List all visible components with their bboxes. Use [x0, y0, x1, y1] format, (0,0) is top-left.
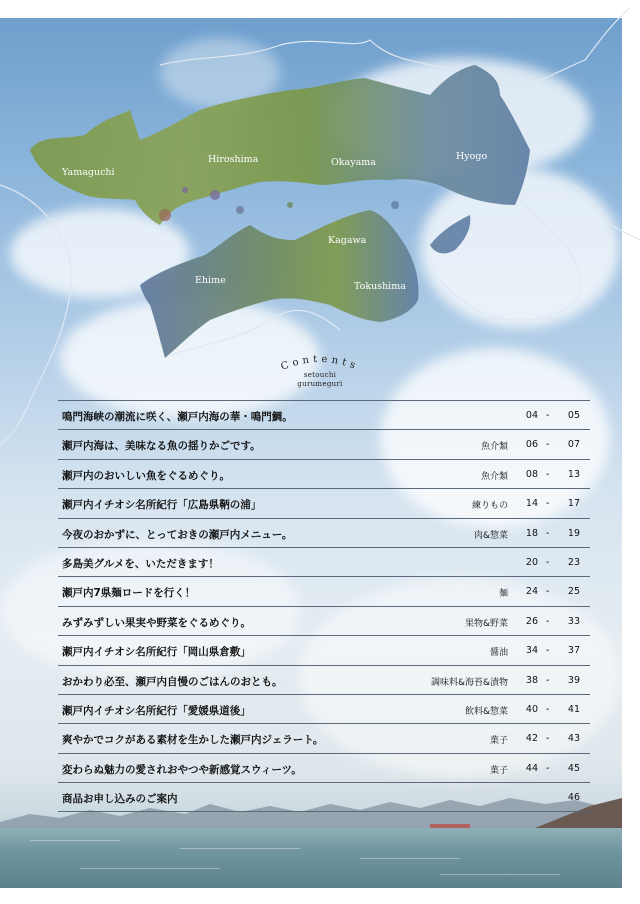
toc-category: 調味料&海苔&漬物: [430, 677, 508, 688]
toc-title: 爽やかでコクがある素材を生かした瀬戸内ジェラート。: [62, 734, 324, 747]
page-start: 40: [525, 703, 538, 715]
page-end: 46: [567, 792, 580, 804]
page-start: 04: [525, 410, 538, 421]
page-end: 23: [567, 556, 580, 568]
toc-title: 変わらぬ魅力の愛されおやつや新感覚スウィーツ。: [62, 763, 302, 776]
page-dash: -: [546, 527, 550, 539]
map-label-yamaguchi: Yamaguchi: [62, 167, 115, 178]
svg-text:Contents: Contents: [279, 353, 361, 373]
page-start: 08: [525, 468, 538, 480]
toc-row[interactable]: [58, 429, 590, 458]
toc-row[interactable]: [58, 400, 590, 429]
page-end: 45: [567, 762, 580, 774]
awaji-island: [430, 215, 470, 253]
page-end: 19: [567, 527, 580, 539]
toc-category: 魚介類: [480, 471, 508, 482]
map-label-ehime: Ehime: [195, 275, 226, 286]
page-end: 17: [567, 498, 580, 510]
toc-category: 醤油: [489, 648, 508, 659]
page-dash: -: [546, 703, 550, 715]
toc-title: 瀬戸内のおいしい魚をぐるめぐり。: [62, 469, 230, 482]
toc-category: 練りもの: [471, 501, 508, 512]
page-dash: -: [546, 645, 550, 657]
toc-row[interactable]: [58, 459, 590, 488]
toc-row[interactable]: [58, 606, 590, 635]
sea: [0, 828, 622, 888]
toc-title: 瀬戸内7県麺ロードを行く！: [62, 587, 196, 600]
toc-row[interactable]: [58, 635, 590, 664]
toc-category: 菓子: [489, 736, 508, 747]
page-dash: -: [546, 615, 550, 627]
page-end: 05: [567, 410, 580, 421]
map-label-hiroshima: Hiroshima: [208, 154, 259, 165]
page-dash: -: [546, 439, 550, 451]
map-label-kagawa: Kagawa: [328, 235, 367, 246]
page-dash: -: [546, 674, 550, 686]
toc-row[interactable]: [58, 665, 590, 694]
page-dash: -: [546, 468, 550, 480]
page-dash: -: [546, 586, 550, 598]
contents-subtitle: [290, 371, 350, 389]
toc-row[interactable]: [58, 488, 590, 517]
toc-title: みずみずしい果実や野菜をぐるめぐり。: [62, 616, 251, 629]
page-start: 20: [525, 556, 538, 568]
page-start: 26: [525, 615, 538, 627]
toc-row[interactable]: [58, 518, 590, 547]
toc-title: 瀬戸内イチオシ名所紀行「岡山県倉敷」: [62, 646, 251, 659]
page-end: 43: [567, 733, 580, 745]
toc-category: 菓子: [489, 765, 508, 776]
page-start: 34: [525, 645, 538, 657]
page-start: 38: [525, 674, 538, 686]
toc-row[interactable]: [58, 723, 590, 752]
page-start: 06: [525, 439, 538, 451]
page-end: 25: [567, 586, 580, 598]
toc-title: 瀬戸内イチオシ名所紀行「愛媛県道後」: [62, 704, 251, 717]
page-end: 39: [567, 674, 580, 686]
map-label-okayama: Okayama: [331, 157, 376, 168]
subtitle-line-1: setouchi: [303, 371, 337, 379]
page-dash: -: [546, 498, 550, 510]
toc-title: 今夜のおかずに、とっておきの瀬戸内メニュー。: [62, 528, 293, 541]
toc-category: 飲料&惣菜: [464, 706, 508, 717]
page-start: 42: [525, 733, 538, 745]
page-end: 07: [567, 439, 580, 451]
toc-title: おかわり必至、瀬戸内自慢のごはんのおとも。: [62, 675, 283, 688]
page-dash: -: [546, 762, 550, 774]
toc-title: 多島美グルメを、いただきます！: [62, 557, 219, 570]
toc-category: 肉&惣菜: [473, 530, 508, 541]
toc-title: 鳴門海峡の潮流に咲く、瀬戸内海の華・鳴門鯛。: [62, 411, 293, 423]
page-end: 13: [567, 468, 580, 480]
honshu-region: [30, 65, 530, 225]
table-of-contents: [58, 400, 590, 812]
toc-title: 瀬戸内海は、美味なる魚の揺りかごです。: [62, 440, 261, 453]
map-label-tokushima: Tokushima: [354, 281, 406, 292]
subtitle-line-2: gurumeguri: [297, 380, 343, 388]
toc-row[interactable]: [58, 782, 590, 812]
toc-row[interactable]: [58, 753, 590, 782]
toc-row[interactable]: [58, 694, 590, 723]
page-end: 41: [567, 703, 580, 715]
toc-row[interactable]: [58, 547, 590, 576]
toc-category: 果物&野菜: [464, 618, 508, 629]
page-dash: -: [546, 733, 550, 745]
page-start: 44: [525, 762, 538, 774]
page-end: 33: [567, 615, 580, 627]
toc-title: 瀬戸内イチオシ名所紀行「広島県鞆の浦」: [62, 499, 262, 512]
page-end: 37: [567, 645, 580, 657]
page-dash: -: [546, 556, 550, 568]
page-dash: -: [546, 410, 550, 421]
page-start: 18: [525, 527, 538, 539]
map-label-hyogo: Hyogo: [456, 151, 488, 162]
toc-category: 麺: [498, 589, 508, 600]
page-start: 24: [525, 586, 538, 598]
toc-category: 魚介類: [480, 442, 508, 453]
page-start: 14: [525, 498, 538, 510]
toc-title: 商品お申し込みのご案内: [62, 793, 178, 806]
toc-row[interactable]: [58, 576, 590, 605]
